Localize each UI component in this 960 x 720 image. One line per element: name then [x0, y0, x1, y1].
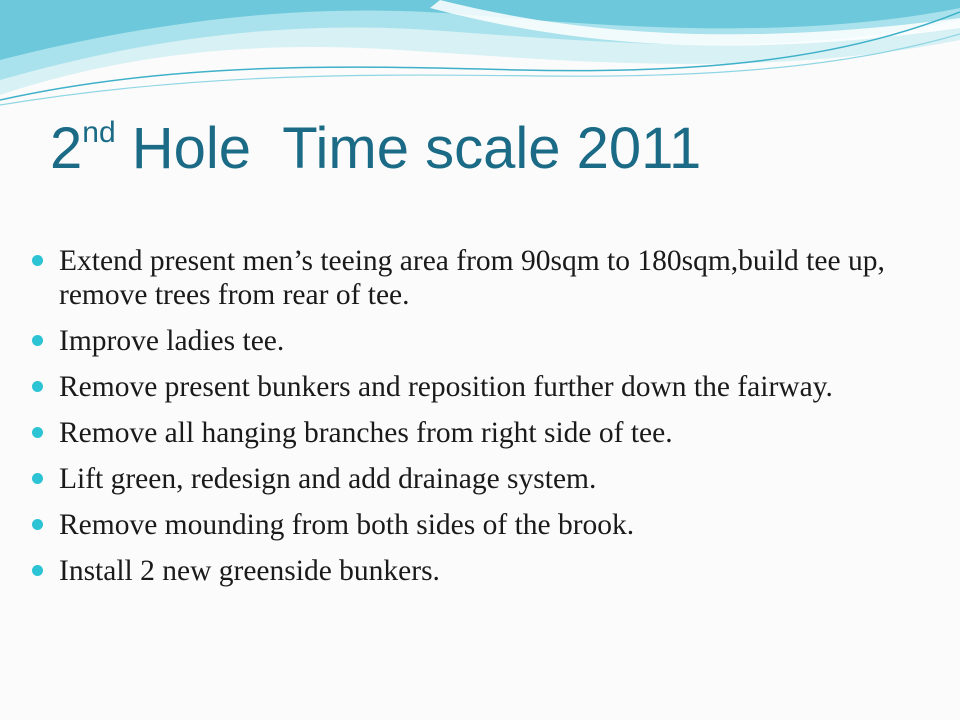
bullet-dot-icon	[32, 335, 43, 346]
bullet-dot-icon	[32, 381, 43, 392]
title-rest: Hole Time scale 2011	[115, 116, 702, 181]
bullet-list	[32, 244, 912, 600]
bullet-item	[32, 508, 912, 542]
decorative-wave-header	[0, 0, 960, 120]
bullet-item	[32, 244, 912, 312]
bullet-dot-icon	[32, 255, 43, 266]
bullet-text: Install 2 new greenside bunkers.	[59, 555, 440, 587]
slide-title	[50, 116, 702, 181]
title-prefix: 2	[50, 116, 83, 181]
bullet-text: Remove mounding from both sides of the brook.	[59, 509, 635, 541]
bullet-text: Lift green, redesign and add drainage system.	[59, 463, 597, 495]
bullet-item	[32, 370, 912, 404]
bullet-text: Improve ladies tee.	[59, 325, 285, 357]
bullet-item	[32, 416, 912, 450]
bullet-text: Remove all hanging branches from right side of tee.	[59, 417, 673, 449]
bullet-text: Remove present bunkers and reposition further down the fairway.	[59, 371, 833, 403]
bullet-dot-icon	[32, 565, 43, 576]
bullet-dot-icon	[32, 519, 43, 530]
title-superscript: nd	[82, 116, 116, 149]
bullet-text: Extend present men’s teeing area from 90sqm to 180sqm,build tee up, remove trees from rear of tee.	[59, 245, 885, 311]
bullet-item	[32, 324, 912, 358]
bullet-item	[32, 554, 912, 588]
bullet-item	[32, 462, 912, 496]
bullet-dot-icon	[32, 427, 43, 438]
bullet-dot-icon	[32, 473, 43, 484]
